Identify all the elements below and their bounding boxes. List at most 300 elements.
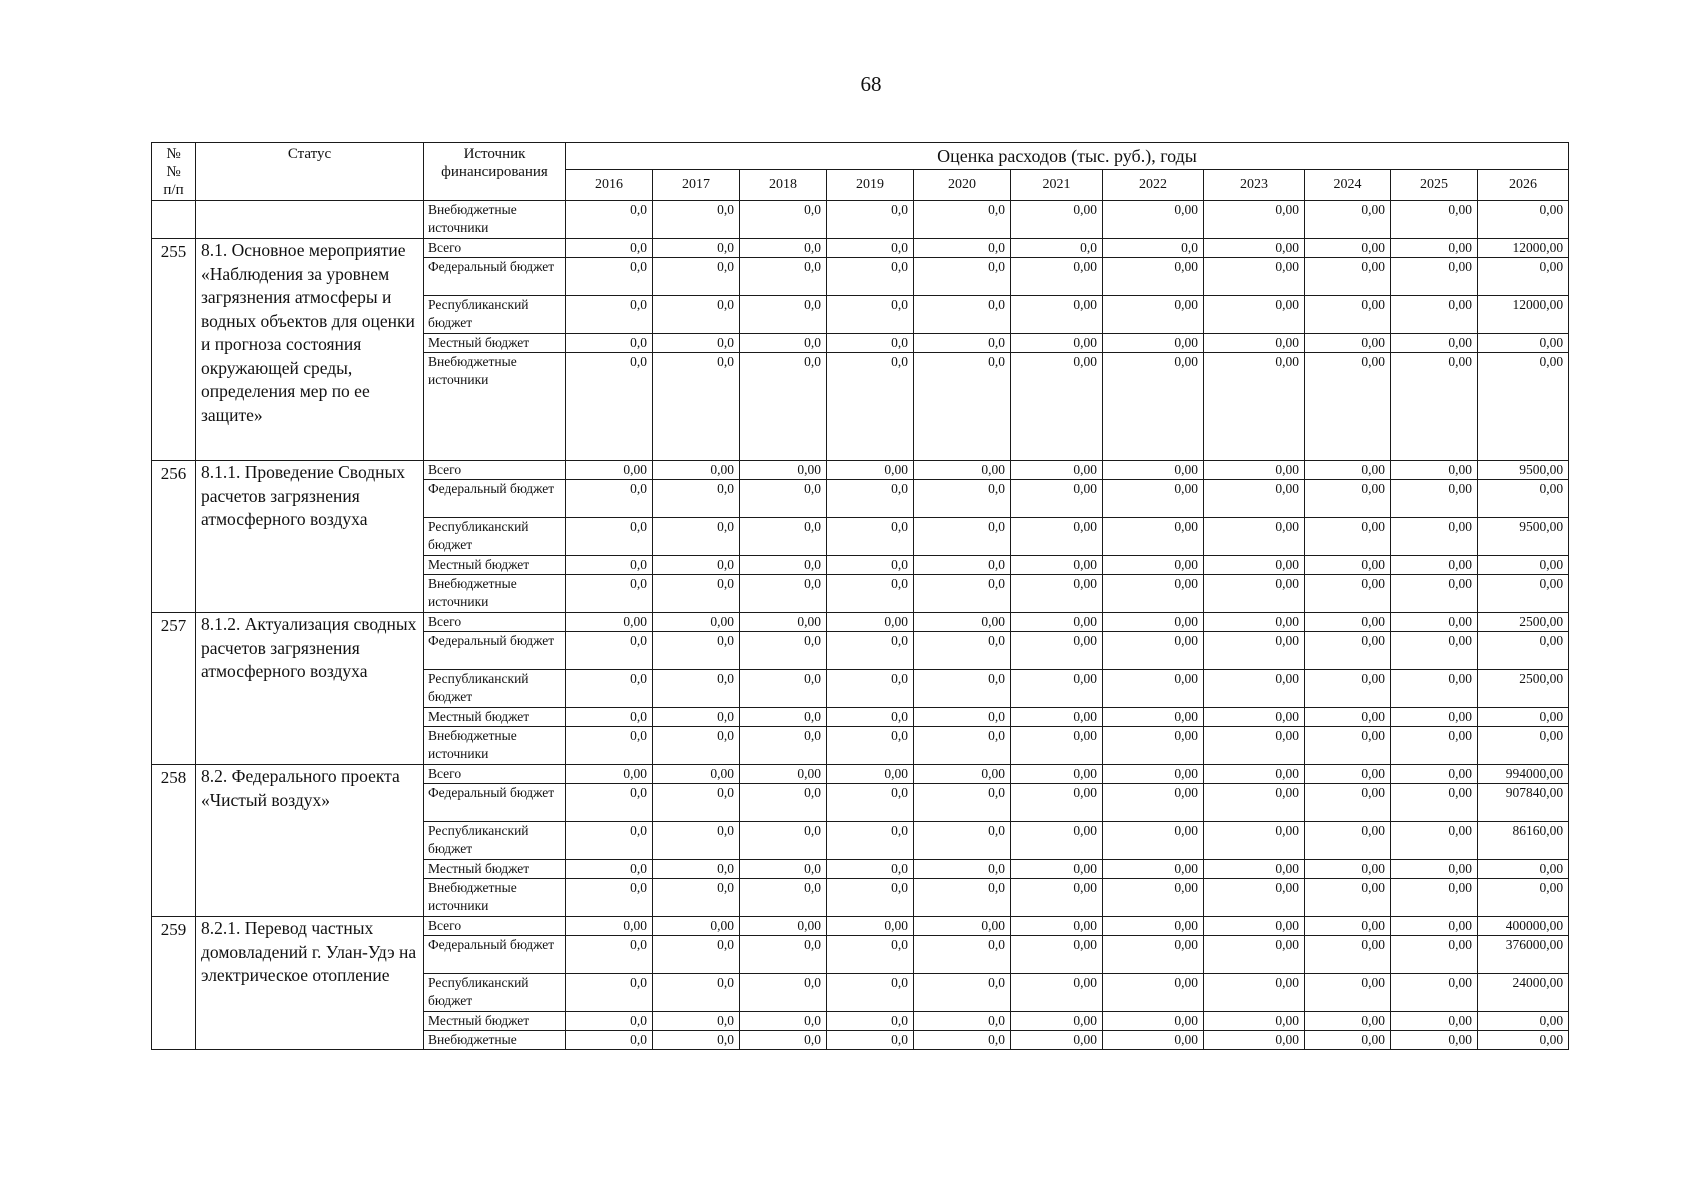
value-cell: 0,00: [914, 613, 1011, 632]
value-cell: 0,00: [1103, 613, 1204, 632]
value-cell: 907840,00: [1478, 784, 1569, 822]
value-cell: 0,00: [1305, 765, 1391, 784]
value-cell: 0,00: [1011, 201, 1103, 239]
value-cell: 0,0: [566, 334, 653, 353]
value-cell: 0,0: [827, 670, 914, 708]
value-cell: 0,0: [740, 670, 827, 708]
value-cell: 0,00: [1478, 1012, 1569, 1031]
value-cell: 0,00: [1103, 784, 1204, 822]
value-cell: 0,0: [1103, 239, 1204, 258]
value-cell: 0,00: [1478, 879, 1569, 917]
value-cell: 0,00: [1204, 670, 1305, 708]
value-cell: 0,00: [1204, 613, 1305, 632]
value-cell: 0,00: [914, 765, 1011, 784]
value-cell: 0,0: [914, 296, 1011, 334]
value-cell: 0,00: [1204, 353, 1305, 461]
value-cell: 0,00: [1391, 353, 1478, 461]
value-cell: 0,0: [827, 239, 914, 258]
value-cell: 0,00: [566, 461, 653, 480]
value-cell: 0,0: [740, 860, 827, 879]
value-cell: 0,0: [914, 575, 1011, 613]
header-status: Статус: [196, 143, 424, 201]
value-cell: 0,0: [653, 879, 740, 917]
value-cell: 0,00: [1011, 670, 1103, 708]
year-header: 2020: [914, 170, 1011, 201]
value-cell: 0,00: [827, 917, 914, 936]
value-cell: 0,00: [653, 765, 740, 784]
value-cell: 0,00: [1204, 1031, 1305, 1050]
source-cell: Всего: [424, 917, 566, 936]
value-cell: 0,00: [1305, 974, 1391, 1012]
value-cell: 0,0: [566, 727, 653, 765]
status-text: 8.2.1. Перевод частных домовладений г. Улан-Удэ на электрическое отопление: [196, 917, 424, 1050]
value-cell: 0,00: [1011, 518, 1103, 556]
value-cell: 0,0: [653, 784, 740, 822]
value-cell: 0,00: [1103, 334, 1204, 353]
value-cell: 0,0: [914, 480, 1011, 518]
source-cell: Всего: [424, 461, 566, 480]
value-cell: 0,00: [1391, 708, 1478, 727]
value-cell: 0,0: [914, 1012, 1011, 1031]
value-cell: 0,00: [1011, 296, 1103, 334]
value-cell: 0,00: [1011, 917, 1103, 936]
value-cell: 0,0: [827, 334, 914, 353]
value-cell: 0,00: [1103, 860, 1204, 879]
row-number: 257: [152, 613, 196, 765]
value-cell: 0,0: [827, 822, 914, 860]
value-cell: 86160,00: [1478, 822, 1569, 860]
source-cell: Всего: [424, 239, 566, 258]
source-cell: Внебюджетные источники: [424, 575, 566, 613]
value-cell: 0,0: [914, 879, 1011, 917]
value-cell: 0,00: [1478, 575, 1569, 613]
value-cell: 0,00: [1478, 708, 1569, 727]
value-cell: 0,0: [914, 258, 1011, 296]
value-cell: 0,00: [1204, 936, 1305, 974]
value-cell: 0,00: [1011, 632, 1103, 670]
table-row: [152, 917, 1569, 936]
value-cell: 0,00: [1103, 556, 1204, 575]
value-cell: 0,00: [1391, 917, 1478, 936]
value-cell: 0,0: [740, 1031, 827, 1050]
source-cell: Внебюджетные источники: [424, 879, 566, 917]
year-header: 2025: [1391, 170, 1478, 201]
value-cell: 0,00: [1478, 632, 1569, 670]
value-cell: 0,00: [1391, 670, 1478, 708]
year-header: 2017: [653, 170, 740, 201]
value-cell: 0,0: [740, 258, 827, 296]
value-cell: 0,0: [740, 727, 827, 765]
year-header: 2026: [1478, 170, 1569, 201]
value-cell: 0,00: [914, 917, 1011, 936]
value-cell: 0,00: [1305, 575, 1391, 613]
status-text: 8.1. Основное мероприятие «Наблюдения за уровнем загрязнения атмосферы и водных объектов для оценки и прогноза состояния окружающей среды, определения мер по ее защите»: [196, 239, 424, 461]
value-cell: 2500,00: [1478, 670, 1569, 708]
source-cell: Внебюджетные источники: [424, 353, 566, 461]
value-cell: 0,00: [1204, 917, 1305, 936]
value-cell: 0,00: [1204, 518, 1305, 556]
value-cell: 12000,00: [1478, 296, 1569, 334]
source-cell: Внебюджетные источники: [424, 201, 566, 239]
value-cell: 0,00: [1305, 822, 1391, 860]
source-cell: Местный бюджет: [424, 1012, 566, 1031]
value-cell: 0,00: [1204, 784, 1305, 822]
source-cell: Республиканский бюджет: [424, 518, 566, 556]
value-cell: 0,00: [1204, 708, 1305, 727]
value-cell: 0,00: [827, 461, 914, 480]
source-cell: Федеральный бюджет: [424, 632, 566, 670]
value-cell: 0,0: [914, 974, 1011, 1012]
value-cell: 0,00: [1011, 822, 1103, 860]
source-cell: Федеральный бюджет: [424, 480, 566, 518]
header-estimate: Оценка расходов (тыс. руб.), годы: [566, 143, 1569, 170]
value-cell: 0,0: [566, 879, 653, 917]
value-cell: 0,00: [1391, 1012, 1478, 1031]
value-cell: 0,0: [827, 1031, 914, 1050]
value-cell: 0,00: [566, 613, 653, 632]
source-cell: Внебюджетные источники: [424, 727, 566, 765]
value-cell: 0,00: [1011, 1012, 1103, 1031]
table-row: [152, 765, 1569, 784]
value-cell: 0,00: [1478, 860, 1569, 879]
value-cell: 0,0: [653, 727, 740, 765]
value-cell: 0,0: [827, 556, 914, 575]
value-cell: 0,0: [653, 1012, 740, 1031]
value-cell: 0,00: [1204, 632, 1305, 670]
value-cell: 0,00: [1011, 708, 1103, 727]
value-cell: 0,00: [1103, 296, 1204, 334]
row-number: 256: [152, 461, 196, 613]
value-cell: 0,00: [1305, 670, 1391, 708]
source-cell: Республиканский бюджет: [424, 822, 566, 860]
value-cell: 0,00: [1305, 708, 1391, 727]
value-cell: 0,00: [653, 461, 740, 480]
value-cell: 0,00: [653, 613, 740, 632]
value-cell: 0,00: [1305, 556, 1391, 575]
value-cell: 0,00: [1011, 879, 1103, 917]
value-cell: 0,0: [653, 334, 740, 353]
value-cell: 0,00: [1391, 556, 1478, 575]
value-cell: 0,00: [1478, 258, 1569, 296]
value-cell: 0,00: [1011, 461, 1103, 480]
value-cell: 0,00: [1305, 860, 1391, 879]
value-cell: 0,0: [827, 201, 914, 239]
value-cell: 0,0: [827, 727, 914, 765]
value-cell: 0,00: [1204, 765, 1305, 784]
value-cell: 0,0: [566, 353, 653, 461]
value-cell: 0,00: [1011, 575, 1103, 613]
value-cell: 0,0: [827, 258, 914, 296]
value-cell: 0,0: [827, 632, 914, 670]
table-row: [152, 239, 1569, 258]
value-cell: 0,00: [1478, 556, 1569, 575]
value-cell: 0,00: [1011, 556, 1103, 575]
year-header: 2016: [566, 170, 653, 201]
source-cell: Республиканский бюджет: [424, 670, 566, 708]
value-cell: 0,0: [566, 974, 653, 1012]
value-cell: 2500,00: [1478, 613, 1569, 632]
value-cell: 0,0: [653, 1031, 740, 1050]
value-cell: 0,0: [566, 670, 653, 708]
value-cell: 0,0: [740, 708, 827, 727]
year-header: 2023: [1204, 170, 1305, 201]
value-cell: 0,00: [1305, 353, 1391, 461]
value-cell: 0,00: [1103, 727, 1204, 765]
year-header: 2022: [1103, 170, 1204, 201]
source-cell: Федеральный бюджет: [424, 784, 566, 822]
value-cell: 0,0: [740, 334, 827, 353]
value-cell: 0,00: [1011, 727, 1103, 765]
year-header: 2018: [740, 170, 827, 201]
value-cell: 9500,00: [1478, 518, 1569, 556]
value-cell: 0,0: [566, 1012, 653, 1031]
value-cell: 0,0: [653, 556, 740, 575]
value-cell: 0,00: [1011, 353, 1103, 461]
value-cell: 0,00: [1305, 239, 1391, 258]
value-cell: 0,0: [827, 1012, 914, 1031]
value-cell: 0,0: [653, 670, 740, 708]
value-cell: 0,00: [1305, 518, 1391, 556]
value-cell: 0,0: [827, 575, 914, 613]
value-cell: 0,0: [914, 822, 1011, 860]
value-cell: 0,0: [566, 575, 653, 613]
value-cell: 0,00: [1204, 239, 1305, 258]
value-cell: 0,00: [1204, 461, 1305, 480]
value-cell: 0,0: [653, 974, 740, 1012]
value-cell: 0,0: [566, 860, 653, 879]
header-source: Источник финансирования: [424, 143, 566, 201]
value-cell: 0,00: [1478, 353, 1569, 461]
value-cell: 0,00: [1305, 480, 1391, 518]
value-cell: 0,0: [566, 708, 653, 727]
value-cell: 0,00: [914, 461, 1011, 480]
value-cell: 0,0: [653, 822, 740, 860]
value-cell: 0,00: [1478, 727, 1569, 765]
value-cell: 0,0: [827, 518, 914, 556]
value-cell: 0,00: [1204, 879, 1305, 917]
value-cell: 0,0: [566, 1031, 653, 1050]
value-cell: 0,00: [1011, 936, 1103, 974]
source-cell: Республиканский бюджет: [424, 974, 566, 1012]
value-cell: 0,00: [1204, 556, 1305, 575]
value-cell: 0,00: [1103, 708, 1204, 727]
value-cell: 0,00: [1204, 201, 1305, 239]
value-cell: 0,0: [566, 480, 653, 518]
value-cell: 0,0: [914, 632, 1011, 670]
table-row: [152, 613, 1569, 632]
value-cell: 0,00: [1204, 334, 1305, 353]
value-cell: 0,00: [1103, 1012, 1204, 1031]
value-cell: 0,0: [566, 201, 653, 239]
status-text: 8.2. Федерального проекта «Чистый воздух»: [196, 765, 424, 917]
value-cell: 0,00: [1103, 974, 1204, 1012]
status-text: 8.1.2. Актуализация сводных расчетов загрязнения атмосферного воздуха: [196, 613, 424, 765]
value-cell: 0,00: [1204, 575, 1305, 613]
value-cell: 0,00: [1011, 860, 1103, 879]
value-cell: 0,00: [1204, 296, 1305, 334]
row-number: 259: [152, 917, 196, 1050]
value-cell: 0,0: [914, 518, 1011, 556]
value-cell: 0,00: [1305, 613, 1391, 632]
value-cell: 0,0: [566, 822, 653, 860]
page-number: 68: [860, 72, 882, 96]
value-cell: 0,0: [653, 239, 740, 258]
value-cell: 0,00: [1305, 296, 1391, 334]
value-cell: 0,00: [1204, 974, 1305, 1012]
value-cell: 0,00: [1103, 936, 1204, 974]
value-cell: 0,00: [1305, 201, 1391, 239]
value-cell: 0,00: [1305, 784, 1391, 822]
value-cell: 0,0: [740, 1012, 827, 1031]
value-cell: 0,0: [566, 936, 653, 974]
value-cell: 0,00: [1305, 727, 1391, 765]
value-cell: 0,0: [653, 575, 740, 613]
value-cell: 0,00: [1391, 632, 1478, 670]
value-cell: 0,00: [740, 765, 827, 784]
value-cell: 0,00: [1391, 1031, 1478, 1050]
value-cell: 0,0: [740, 822, 827, 860]
value-cell: 24000,00: [1478, 974, 1569, 1012]
value-cell: 0,00: [1305, 461, 1391, 480]
status-cell: [196, 201, 424, 239]
value-cell: 0,0: [914, 727, 1011, 765]
value-cell: 0,0: [827, 879, 914, 917]
value-cell: 376000,00: [1478, 936, 1569, 974]
value-cell: 0,00: [1391, 239, 1478, 258]
source-cell: Местный бюджет: [424, 708, 566, 727]
value-cell: 0,0: [827, 860, 914, 879]
value-cell: 0,0: [827, 296, 914, 334]
source-cell: Всего: [424, 765, 566, 784]
value-cell: 0,00: [1011, 765, 1103, 784]
value-cell: 0,00: [1103, 353, 1204, 461]
value-cell: 0,00: [1011, 480, 1103, 518]
value-cell: 0,00: [1305, 936, 1391, 974]
value-cell: 0,00: [1391, 258, 1478, 296]
value-cell: 0,00: [1011, 258, 1103, 296]
value-cell: 0,00: [1011, 613, 1103, 632]
value-cell: 0,00: [1391, 201, 1478, 239]
value-cell: 0,0: [914, 201, 1011, 239]
value-cell: 0,0: [914, 936, 1011, 974]
value-cell: 0,0: [914, 1031, 1011, 1050]
row-number: 255: [152, 239, 196, 461]
value-cell: 0,0: [827, 936, 914, 974]
value-cell: 0,00: [1391, 461, 1478, 480]
table-row: [152, 461, 1569, 480]
value-cell: 0,0: [914, 239, 1011, 258]
value-cell: 0,00: [1391, 518, 1478, 556]
value-cell: 0,0: [740, 518, 827, 556]
year-header: 2024: [1305, 170, 1391, 201]
value-cell: 0,00: [1103, 201, 1204, 239]
value-cell: 994000,00: [1478, 765, 1569, 784]
value-cell: 0,0: [566, 239, 653, 258]
value-cell: 0,00: [1305, 632, 1391, 670]
number-cell: [152, 201, 196, 239]
value-cell: 0,0: [740, 556, 827, 575]
value-cell: 0,0: [653, 353, 740, 461]
value-cell: 0,00: [740, 613, 827, 632]
value-cell: 0,00: [653, 917, 740, 936]
value-cell: 0,00: [1103, 670, 1204, 708]
value-cell: 0,00: [1204, 480, 1305, 518]
value-cell: 0,0: [653, 201, 740, 239]
value-cell: 0,0: [827, 353, 914, 461]
value-cell: 0,00: [1391, 860, 1478, 879]
value-cell: 12000,00: [1478, 239, 1569, 258]
value-cell: 0,00: [1103, 822, 1204, 860]
value-cell: 0,00: [1478, 480, 1569, 518]
value-cell: 0,0: [740, 296, 827, 334]
value-cell: 0,00: [1103, 1031, 1204, 1050]
value-cell: 0,00: [1391, 879, 1478, 917]
source-cell: Всего: [424, 613, 566, 632]
value-cell: 0,00: [1204, 860, 1305, 879]
value-cell: 0,00: [1011, 1031, 1103, 1050]
value-cell: 0,00: [1391, 613, 1478, 632]
value-cell: 0,0: [653, 860, 740, 879]
value-cell: 0,00: [1391, 334, 1478, 353]
table-row: [152, 201, 1569, 239]
value-cell: 0,0: [653, 296, 740, 334]
value-cell: 0,00: [566, 765, 653, 784]
value-cell: 0,0: [653, 518, 740, 556]
value-cell: 0,00: [1103, 461, 1204, 480]
value-cell: 0,0: [740, 575, 827, 613]
value-cell: 0,0: [914, 860, 1011, 879]
source-cell: Местный бюджет: [424, 334, 566, 353]
value-cell: 0,00: [1478, 1031, 1569, 1050]
value-cell: 0,0: [740, 936, 827, 974]
value-cell: 0,0: [653, 632, 740, 670]
value-cell: 0,00: [1103, 917, 1204, 936]
value-cell: 0,0: [914, 708, 1011, 727]
value-cell: 0,0: [827, 784, 914, 822]
value-cell: 0,00: [1204, 1012, 1305, 1031]
value-cell: 0,0: [827, 708, 914, 727]
value-cell: 0,00: [740, 917, 827, 936]
budget-table: [151, 142, 1569, 1050]
value-cell: 400000,00: [1478, 917, 1569, 936]
value-cell: 0,0: [914, 556, 1011, 575]
source-cell: Местный бюджет: [424, 556, 566, 575]
value-cell: 0,00: [1391, 296, 1478, 334]
value-cell: 0,0: [914, 334, 1011, 353]
value-cell: 0,00: [566, 917, 653, 936]
value-cell: 0,0: [827, 480, 914, 518]
value-cell: 0,0: [1011, 239, 1103, 258]
source-cell: Федеральный бюджет: [424, 936, 566, 974]
value-cell: 0,00: [1011, 974, 1103, 1012]
value-cell: 0,00: [1103, 518, 1204, 556]
value-cell: 0,0: [740, 974, 827, 1012]
value-cell: 0,0: [653, 480, 740, 518]
value-cell: 0,0: [914, 670, 1011, 708]
value-cell: 0,00: [1103, 258, 1204, 296]
value-cell: 0,00: [1305, 1012, 1391, 1031]
value-cell: 0,00: [1391, 822, 1478, 860]
value-cell: 0,00: [1391, 765, 1478, 784]
value-cell: 0,0: [653, 258, 740, 296]
value-cell: 0,00: [1011, 784, 1103, 822]
value-cell: 0,0: [827, 974, 914, 1012]
status-text: 8.1.1. Проведение Сводных расчетов загрязнения атмосферного воздуха: [196, 461, 424, 613]
value-cell: 0,0: [566, 784, 653, 822]
value-cell: 0,00: [1305, 917, 1391, 936]
value-cell: 0,00: [1204, 822, 1305, 860]
source-cell: Местный бюджет: [424, 860, 566, 879]
